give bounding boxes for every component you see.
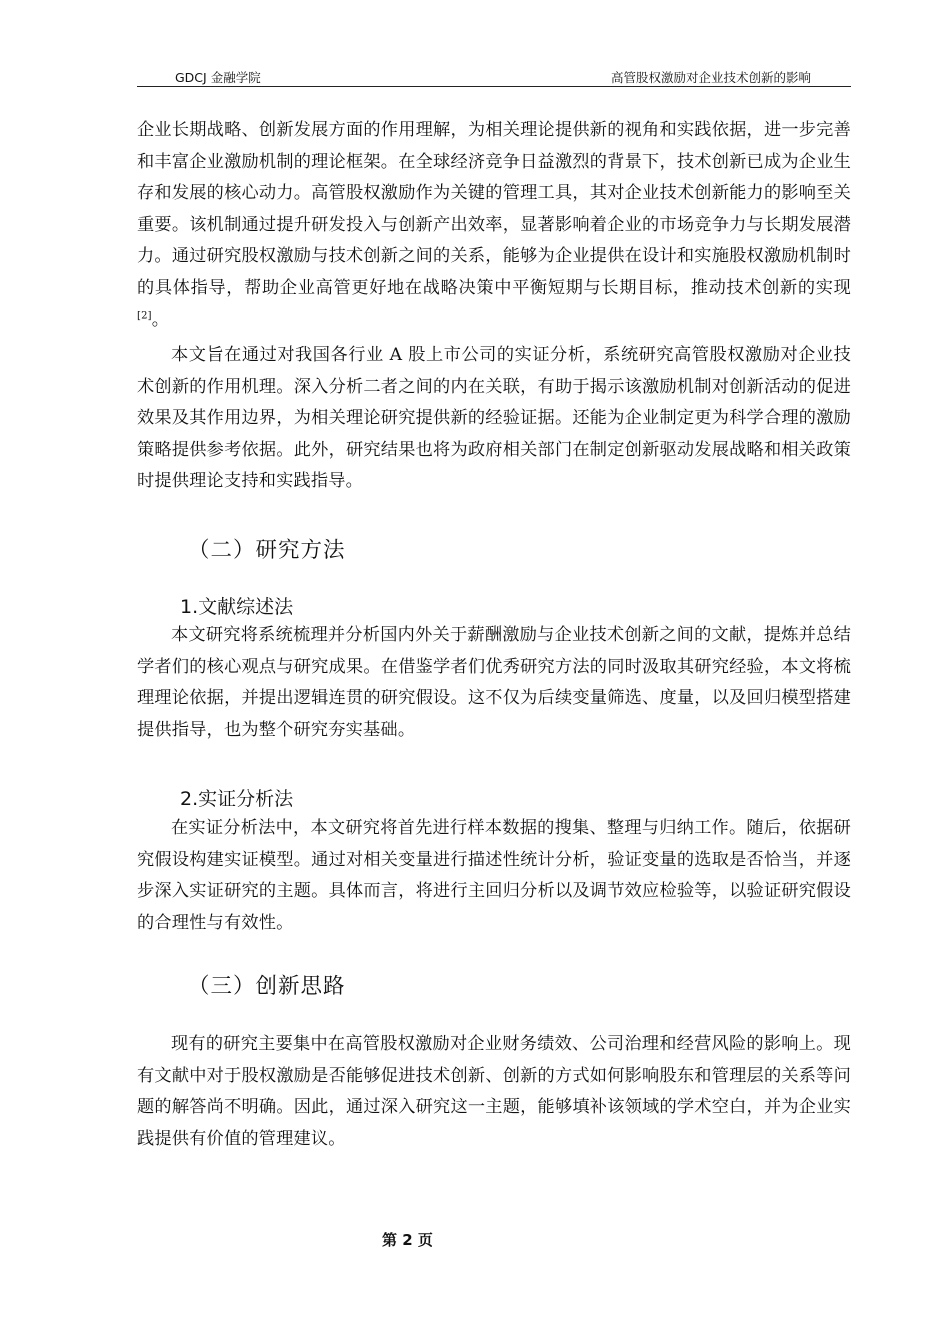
paragraph-innovation: 现有的研究主要集中在高管股权激励对企业财务绩效、公司治理和经营风险的影响上。现有文献中对于股权激励是否能够促进技术创新、创新的方式如何影响股东和管理层的关系等问题的解答尚不明确。因此，通过深入研究这一主题，能够填补该领域的学术空白，并为企业实践提供有价值的管理建议。 xyxy=(137,1034,851,1149)
section-heading-methods: （二）研究方法 xyxy=(188,538,346,563)
paragraph-literature-review: 本文研究将系统梳理并分析国内外关于薪酬激励与企业技术创新之间的文献，提炼并总结学者们的核心观点与研究成果。在借鉴学者们优秀研究方法的同时汲取其研究经验，本文将梳理理论依据，并提出逻辑连贯的研究假设。这不仅为后续变量筛选、度量，以及回归模型搭建提供指导，也为整个研究夯实基础。 xyxy=(137,625,851,740)
header-title: 高管股权激励对企业技术创新的影响 xyxy=(610,70,811,85)
subheading-empirical-analysis: 2.实证分析法 xyxy=(180,788,294,810)
header-institution: GDCJ 金融学院 xyxy=(175,70,261,85)
paragraph-empirical-analysis: 在实证分析法中，本文研究将首先进行样本数据的搜集、整理与归纳工作。随后，依据研究假设构建实证模型。通过对相关变量进行描述性统计分析，验证变量的选取是否恰当，并逐步深入实证研究的主题。具体而言，将进行主回归分析以及调节效应检验等，以验证研究假设的合理性与有效性。 xyxy=(137,818,851,933)
paragraph-intro-continued xyxy=(137,115,851,336)
subheading-literature-review: 1.文献综述法 xyxy=(180,596,294,618)
paragraph-end: 。 xyxy=(151,309,170,330)
paragraph-purpose: 本文旨在通过对我国各行业 A 股上市公司的实证分析，系统研究高管股权激励对企业技术创新的作用机理。深入分析二者之间的内在关联，有助于揭示该激励机制对创新活动的促进效果及其作用边界，为相关理论研究提供新的经验证据。还能为企业制定更为科学合理的激励策略提供参考依据。此外，研究结果也将为政府相关部门在制定创新驱动发展战略和相关政策时提供理论支持和实践指导。 xyxy=(137,345,851,492)
page-header xyxy=(137,66,851,87)
paragraph-text: 企业长期战略、创新发展方面的作用理解，为相关理论提供新的视角和实践依据，进一步完善和丰富企业激励机制的理论框架。在全球经济竞争日益激烈的背景下，技术创新已成为企业生存和发展的核心动力。高管股权激励作为关键的管理工具，其对企业技术创新能力的影响至关重要。该机制通过提升研发投入与创新产出效率，显著影响着企业的市场竞争力与长期发展潜力。通过研究股权激励与技术创新之间的关系，能够为企业提供在设计和实施股权激励机制时的具体指导，帮助企业高管更好地在战略决策中平衡短期与长期目标，推动技术创新的实现 xyxy=(137,120,851,298)
citation-ref[interactable]: [2] xyxy=(137,309,152,321)
section-heading-innovation: （三）创新思路 xyxy=(188,974,346,999)
page-number: 第 2 页 xyxy=(382,1231,433,1249)
